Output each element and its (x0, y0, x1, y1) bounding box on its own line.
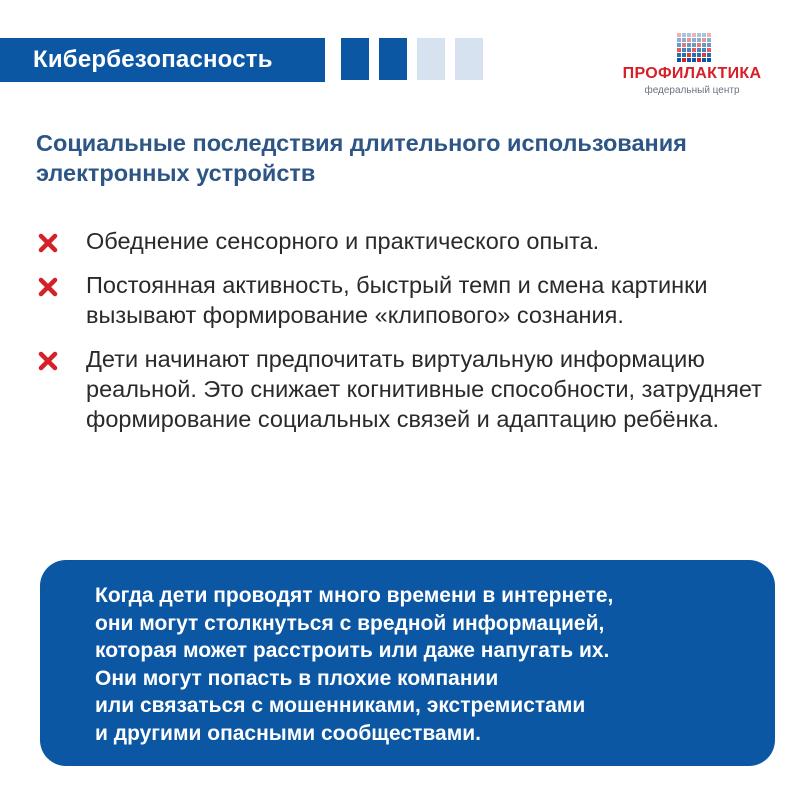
list-item (36, 344, 776, 434)
list-item-text: Обеднение сенсорного и практического опыта. (86, 228, 600, 254)
logo-grid-cell (692, 33, 696, 37)
logo-grid-cell (692, 53, 696, 57)
header-bar (0, 38, 325, 82)
logo-grid-cell (702, 53, 706, 57)
callout-text (95, 582, 755, 747)
logo-grid-cell (692, 48, 696, 52)
logo-grid-cell (692, 38, 696, 42)
list-item-text: Постоянная активность, быстрый темп и смена картинки вызывают формирование «клипового» сознания. (86, 272, 708, 328)
cross-icon (38, 233, 58, 253)
logo-grid-cell (702, 48, 706, 52)
logo-grid-cell (677, 48, 681, 52)
logo-grid-cell (677, 38, 681, 42)
logo-brand: ПРОФИЛАКТИКА (622, 65, 762, 82)
logo-grid-cell (697, 38, 701, 42)
logo-grid-cell (692, 58, 696, 62)
logo-grid-cell (697, 48, 701, 52)
decor-stripe (379, 38, 407, 80)
callout-line: и другими опасными сообществами. (95, 721, 481, 745)
logo-grid-cell (687, 38, 691, 42)
bullet-list (36, 226, 776, 448)
logo-grid-cell (677, 43, 681, 47)
logo-grid-cell (682, 33, 686, 37)
cross-icon (38, 277, 58, 297)
logo-grid-cell (707, 58, 711, 62)
logo-grid-cell (682, 38, 686, 42)
logo-grid-cell (697, 33, 701, 37)
logo-grid-cell (682, 58, 686, 62)
logo-grid-cell (677, 58, 681, 62)
logo-grid-cell (707, 43, 711, 47)
logo-grid-cell (677, 33, 681, 37)
logo-grid-cell (687, 43, 691, 47)
header-title: Кибербезопасность (33, 46, 273, 73)
logo-grid-cell (707, 33, 711, 37)
logo-grid-cell (687, 48, 691, 52)
logo-grid-cell (702, 33, 706, 37)
logo-grid-cell (682, 43, 686, 47)
callout-line: Они могут попасть в плохие компании (95, 666, 499, 690)
callout-box (40, 560, 775, 766)
decor-stripe (341, 38, 369, 80)
logo-grid-cell (707, 53, 711, 57)
logo-grid-cell (697, 43, 701, 47)
logo-grid-cell (677, 53, 681, 57)
callout-line: Когда дети проводят много времени в интернете, (95, 584, 614, 607)
list-item (36, 270, 776, 330)
logo-grid-cell (682, 48, 686, 52)
callout-line: или связаться с мошенниками, экстремистами (95, 694, 586, 717)
list-item-text: Дети начинают предпочитать виртуальную информацию реальной. Это снижает когнитивные способности, затрудняет формирование социальных связей и адаптацию ребёнка. (86, 346, 762, 432)
logo-grid-cell (697, 53, 701, 57)
logo-grid-cell (702, 43, 706, 47)
logo-grid-cell (707, 48, 711, 52)
cross-icon (38, 351, 58, 371)
logo-grid-cell (687, 58, 691, 62)
logo-grid-cell (697, 58, 701, 62)
grid-logo-icon (677, 33, 711, 63)
list-item (36, 226, 776, 256)
callout-line: которая может расстроить или даже напугать их. (95, 639, 610, 662)
logo-grid-cell (682, 53, 686, 57)
decor-stripe (417, 38, 445, 80)
logo-grid-cell (702, 58, 706, 62)
logo-subtitle: федеральный центр (644, 85, 740, 96)
logo-grid-cell (692, 43, 696, 47)
logo-grid-cell (702, 38, 706, 42)
logo-grid-cell (707, 38, 711, 42)
logo-grid-cell (687, 33, 691, 37)
decor-stripe (455, 38, 483, 80)
logo (617, 33, 767, 103)
logo-grid-cell (687, 53, 691, 57)
callout-line: они могут столкнуться с вредной информацией, (95, 611, 605, 635)
page-heading: Социальные последствия длительного использования электронных устройств (36, 130, 687, 186)
